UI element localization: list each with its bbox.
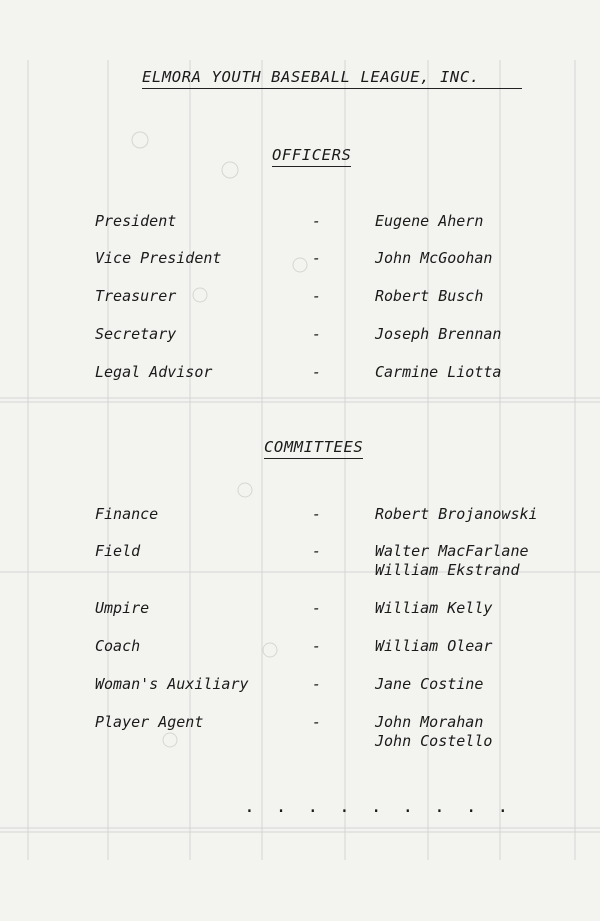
officers-heading: OFFICERS xyxy=(272,146,351,167)
committee-member-name: John Morahan xyxy=(375,713,484,731)
footer-dots: . . . . . . . . . xyxy=(244,796,514,817)
committee-role: Field xyxy=(95,542,141,560)
officer-name: Eugene Ahern xyxy=(375,212,484,230)
committee-role: Coach xyxy=(95,637,141,655)
separator-dash: - xyxy=(312,713,322,731)
separator-dash: - xyxy=(312,599,322,617)
separator-dash: - xyxy=(312,212,322,230)
committee-member-name: Walter MacFarlane xyxy=(375,542,529,560)
committee-member-name: Jane Costine xyxy=(375,675,484,693)
committee-role: Umpire xyxy=(95,599,150,617)
officer-name: John McGoohan xyxy=(375,249,493,267)
separator-dash: - xyxy=(312,287,322,305)
committee-member-name: William Kelly xyxy=(375,599,493,617)
separator-dash: - xyxy=(312,363,322,381)
officer-role: Vice President xyxy=(95,249,222,267)
committees-heading: COMMITTEES xyxy=(264,438,363,459)
separator-dash: - xyxy=(312,249,322,267)
committee-role: Woman's Auxiliary xyxy=(95,675,249,693)
committee-role: Player Agent xyxy=(95,713,204,731)
officer-role: Legal Advisor xyxy=(95,363,213,381)
officer-role: President xyxy=(95,212,177,230)
officer-role: Treasurer xyxy=(95,287,177,305)
separator-dash: - xyxy=(312,675,322,693)
officer-name: Joseph Brennan xyxy=(375,325,502,343)
committee-member-name: William Ekstrand xyxy=(375,561,520,579)
committee-member-name: John Costello xyxy=(375,732,493,750)
officer-name: Robert Busch xyxy=(375,287,484,305)
separator-dash: - xyxy=(312,325,322,343)
committee-member-name: William Olear xyxy=(375,637,493,655)
committee-role: Finance xyxy=(95,505,159,523)
separator-dash: - xyxy=(312,637,322,655)
committee-member-name: Robert Brojanowski xyxy=(375,505,538,523)
separator-dash: - xyxy=(312,542,322,560)
officer-role: Secretary xyxy=(95,325,177,343)
league-title: ELMORA YOUTH BASEBALL LEAGUE, INC. xyxy=(142,68,522,89)
separator-dash: - xyxy=(312,505,322,523)
officer-name: Carmine Liotta xyxy=(375,363,502,381)
